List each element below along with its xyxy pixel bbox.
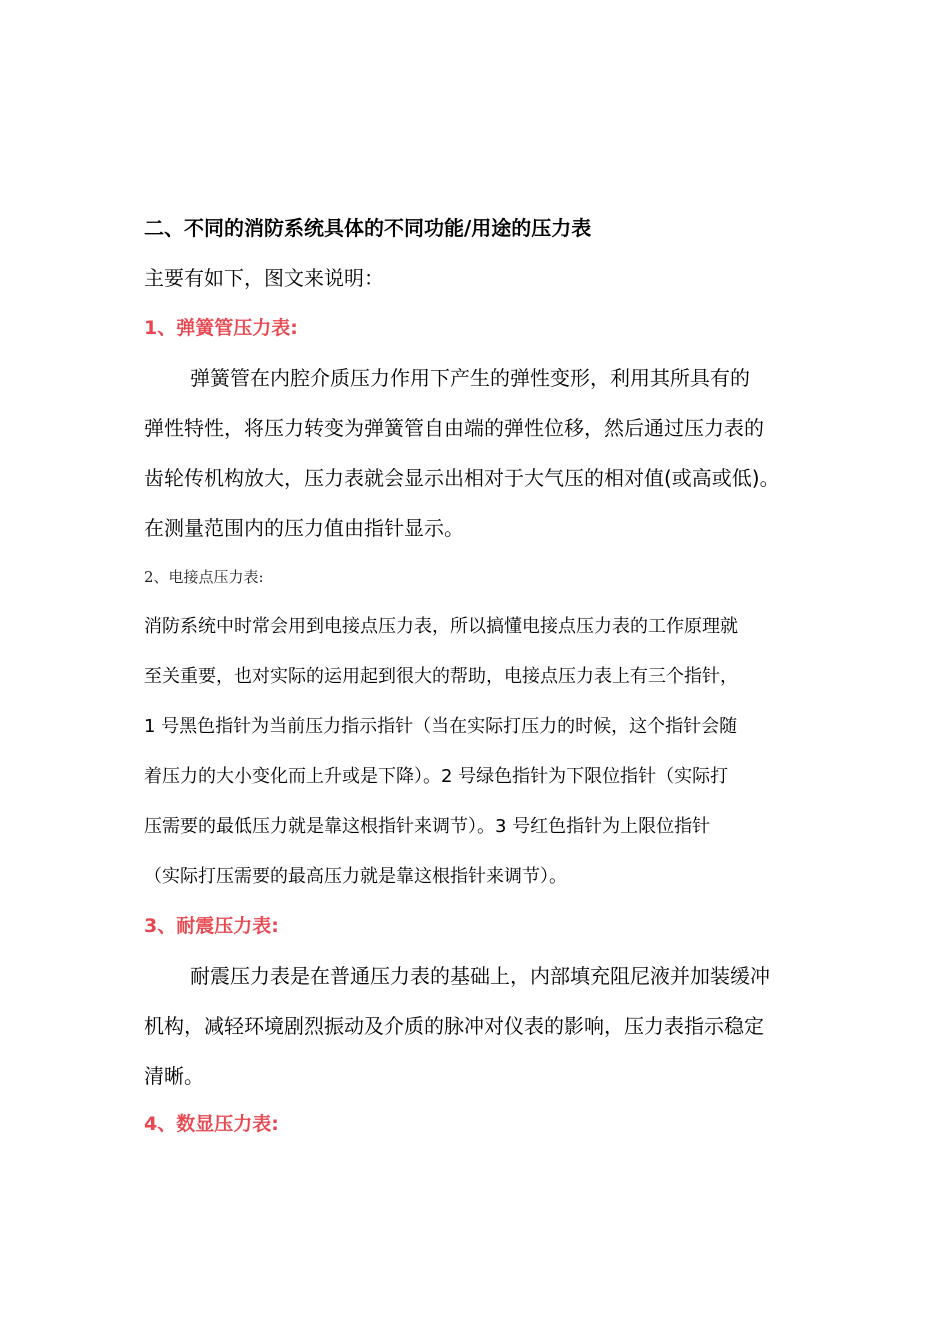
item-2-line-1: 消防系统中时常会用到电接点压力表，所以搞懂电接点压力表的工作原理就 (144, 616, 738, 637)
item-2-line-4: 着压力的大小变化而上升或是下降）。2 号绿色指针为下限位指针（实际打 (144, 766, 729, 787)
item-2-line-3: 1 号黑色指针为当前压力指示指针（当在实际打压力的时候，这个指针会随 (144, 716, 738, 737)
item-1-line-4: 在测量范围内的压力值由指针显示。 (144, 516, 464, 540)
section-title: 二、不同的消防系统具体的不同功能/用途的压力表 (144, 216, 592, 240)
item-2-line-2: 至关重要，也对实际的运用起到很大的帮助，电接点压力表上有三个指针， (144, 666, 738, 687)
intro-text: 主要有如下，图文来说明： (144, 266, 384, 290)
item-2-line-6: （实际打压需要的最高压力就是靠这根指针来调节）。 (144, 866, 567, 887)
item-2-heading: 2、电接点压力表: (144, 568, 264, 586)
item-1-line-3: 齿轮传机构放大，压力表就会显示出相对于大气压的相对值(或高或低)。 (144, 466, 780, 490)
item-2-line-5: 压需要的最低压力就是靠这根指针来调节）。3 号红色指针为上限位指针 (144, 816, 711, 837)
item-3-line-2: 机构，减轻环境剧烈振动及介质的脉冲对仪表的影响，压力表指示稳定 (144, 1014, 764, 1038)
item-3-heading: 3、耐震压力表: (144, 915, 279, 937)
item-3-line-3: 清晰。 (144, 1064, 204, 1088)
item-4-heading: 4、数显压力表: (144, 1113, 279, 1135)
item-1-heading: 1、弹簧管压力表: (144, 317, 298, 339)
item-1-line-1: 弹簧管在内腔介质压力作用下产生的弹性变形，利用其所具有的 (190, 366, 750, 390)
item-1-line-2: 弹性特性，将压力转变为弹簧管自由端的弹性位移，然后通过压力表的 (144, 416, 764, 440)
item-3-line-1: 耐震压力表是在普通压力表的基础上，内部填充阻尼液并加装缓冲 (190, 964, 770, 988)
